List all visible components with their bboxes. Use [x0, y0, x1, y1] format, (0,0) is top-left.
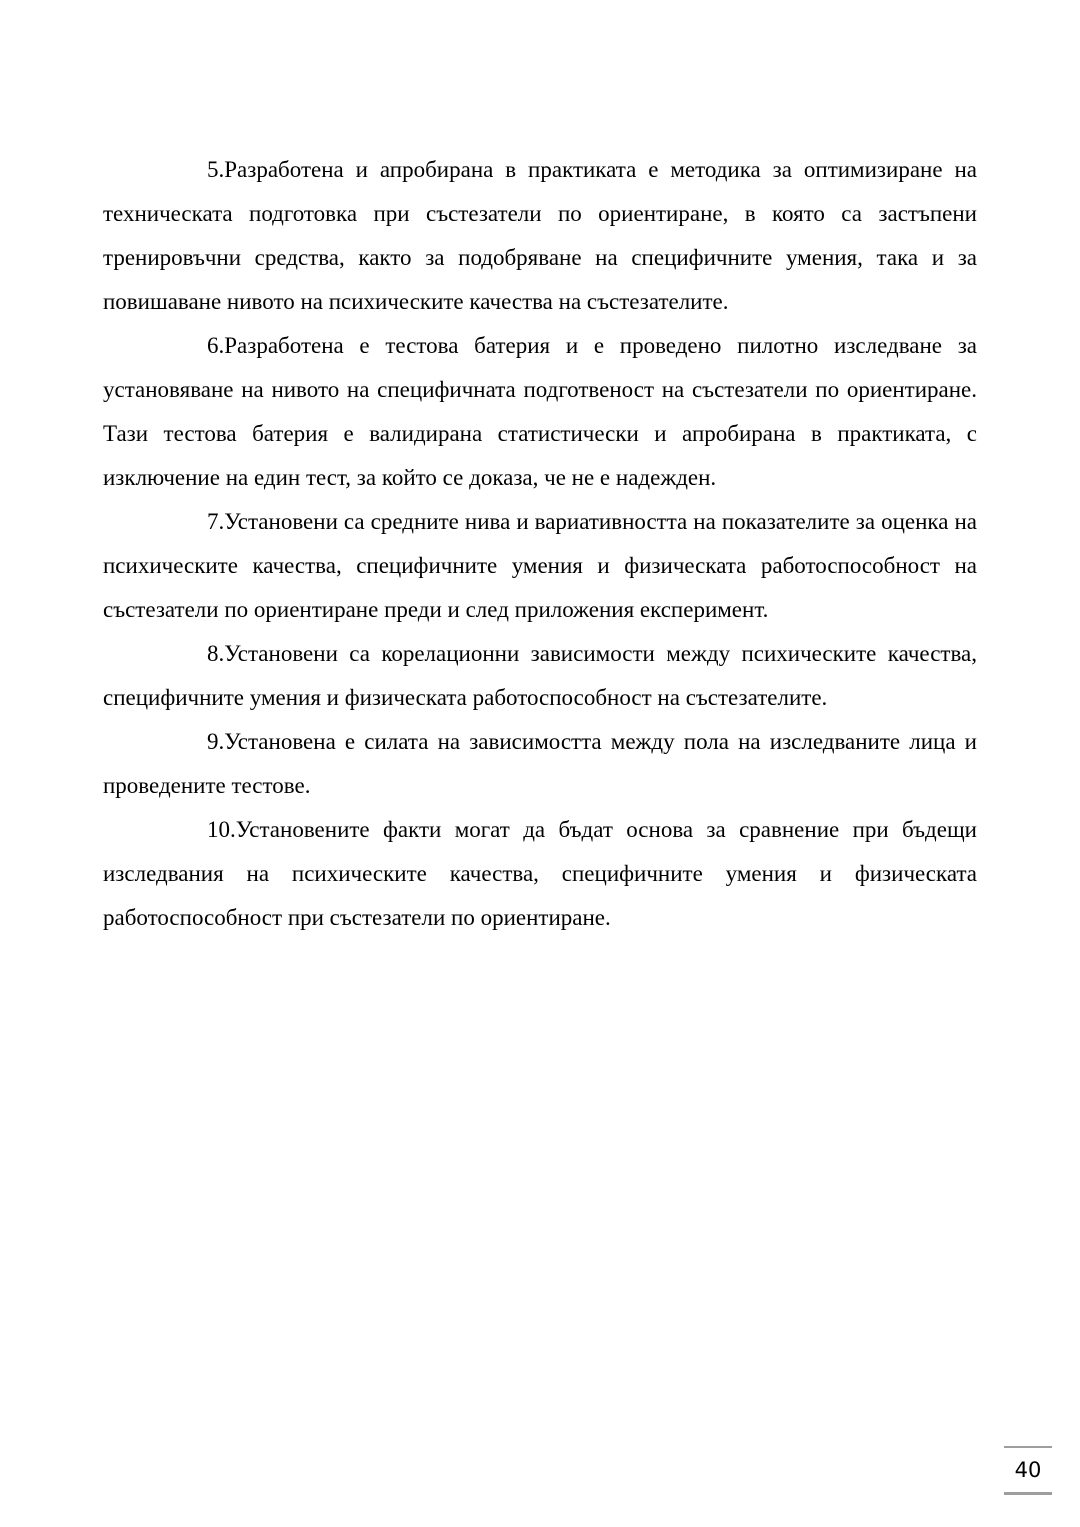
document-body: [103, 148, 977, 940]
page-number: 40: [1004, 1446, 1052, 1495]
item-number: 9.: [207, 729, 225, 754]
item-text: Установените факти могат да бъдат основа за сравнение при бъдещи изследвания на психическите качества, специфичните умения и физическата работоспособност при състезатели по ориентиране.: [103, 817, 977, 930]
list-item-8: [103, 632, 977, 720]
item-text: Разработена и апробирана в практиката е методика за оптимизиране на техническата подготовка при състезатели по ориентиране, в която са застъпени тренировъчни средства, както за подобряване на специфичните умения, така и за повишаване нивото на психическите качества на състезателите.: [103, 157, 977, 314]
item-text: Установени са корелационни зависимости между психическите качества, специфичните умения и физическата работоспособност на състезателите.: [103, 641, 977, 710]
item-text: Установени са средните нива и вариативността на показателите за оценка на психическите качества, специфичните умения и физическата работоспособност на състезатели по ориентиране преди и след приложения експеримент.: [103, 509, 977, 622]
list-item-5: [103, 148, 977, 324]
list-item-9: [103, 720, 977, 808]
item-number: 10.: [207, 817, 236, 842]
list-item-10: [103, 808, 977, 940]
item-number: 8.: [207, 641, 225, 666]
list-item-7: [103, 500, 977, 632]
item-number: 7.: [207, 509, 225, 534]
item-number: 5.: [207, 157, 225, 182]
item-number: 6.: [207, 333, 225, 358]
item-text: Разработена е тестова батерия и е проведено пилотно изследване за установяване на нивото на специфичната подготвеност на състезатели по ориентиране. Тази тестова батерия е валидирана статистически и апробирана в практиката, с изключение на един тест, за който се доказа, че не е надежден.: [103, 333, 977, 490]
list-item-6: [103, 324, 977, 500]
item-text: Установена е силата на зависимостта между пола на изследваните лица и проведените тестове.: [103, 729, 977, 798]
